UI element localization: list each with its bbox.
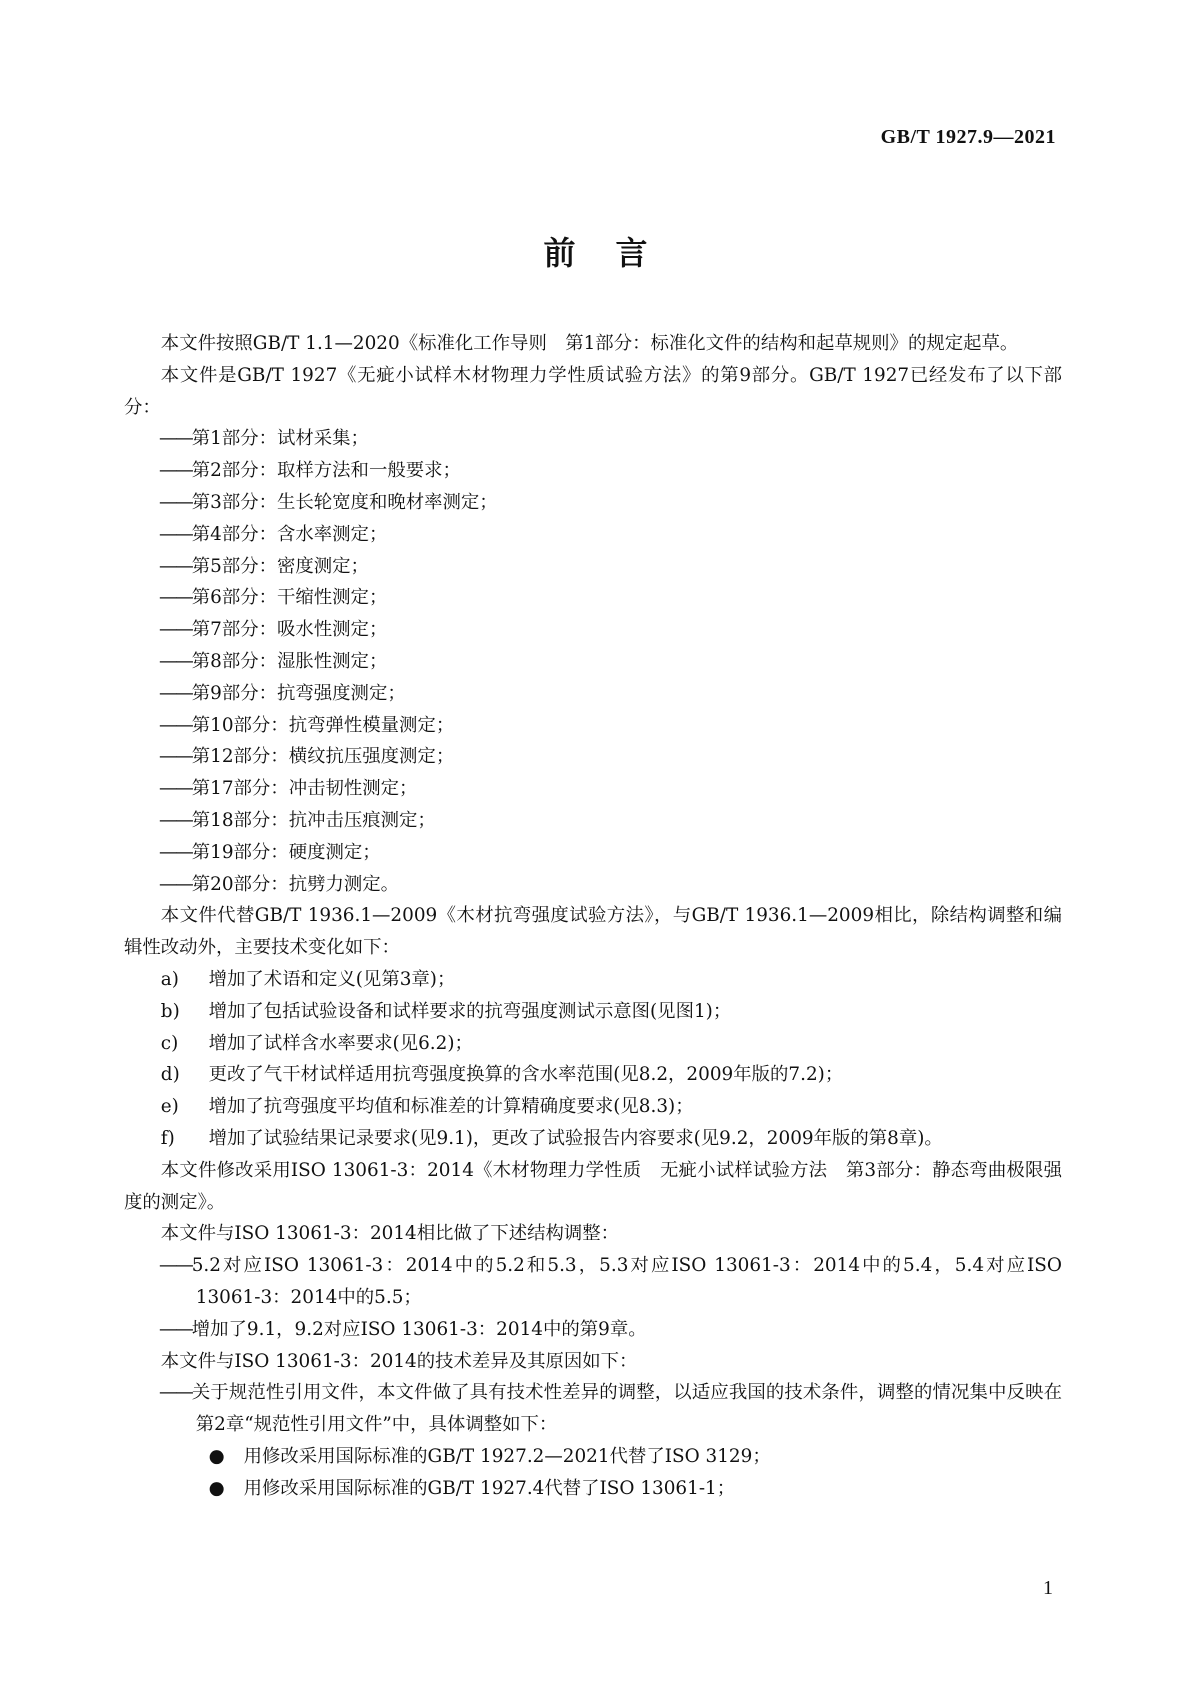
- list-item: ——第4部分：含水率测定；: [158, 523, 388, 545]
- dash-mark: ——: [158, 682, 192, 704]
- dash-mark: ——: [158, 555, 192, 577]
- parts-list: [124, 423, 1062, 900]
- list-item: ——第18部分：抗冲击压痕测定；: [158, 809, 436, 831]
- list-item: a) 增加了术语和定义(见第3章)；: [124, 964, 1062, 996]
- list-item: f) 增加了试验结果记录要求(见9.1)，更改了试验报告内容要求(见9.2，2009年版的第8章)。: [124, 1123, 1062, 1155]
- enum-label: e): [160, 1096, 179, 1118]
- list-item: ——5.2对应ISO 13061-3：2014中的5.2和5.3，5.3对应ISO 13061-3：2014中的5.4，5.4对应ISO 13061-3：2014中的5.5；: [158, 1255, 1062, 1308]
- list-item: ——第9部分：抗弯强度测定；: [158, 682, 406, 704]
- enum-label: c): [160, 1032, 179, 1054]
- list-item: c) 增加了试样含水率要求(见6.2)；: [124, 1028, 1062, 1060]
- document-body: [124, 328, 1062, 1504]
- dash-mark: ——: [158, 460, 192, 482]
- paragraph-differences-intro: 本文件与ISO 13061-3：2014的技术差异及其原因如下：: [160, 1350, 638, 1372]
- dash-mark: ——: [158, 428, 192, 450]
- dash-mark: ——: [158, 841, 192, 863]
- list-item: ——第17部分：冲击韧性测定；: [158, 778, 418, 800]
- list-item: ——第19部分：硬度测定；: [158, 841, 381, 863]
- list-item: ——第10部分：抗弯弹性模量测定；: [158, 714, 455, 736]
- list-item: ● 用修改采用国际标准的GB/T 1927.4代替了ISO 13061-1；: [124, 1473, 1062, 1505]
- list-item: ——第20部分：抗劈力测定。: [158, 873, 400, 895]
- list-item: ——第7部分：吸水性测定；: [158, 619, 388, 641]
- dash-mark: ——: [158, 1255, 192, 1277]
- list-item: ——第1部分：试材采集；: [158, 428, 369, 450]
- bullet-icon: ●: [208, 1445, 225, 1467]
- paragraph-series-intro: 本文件是GB/T 1927《无疵小试样木材物理力学性质试验方法》的第9部分。GB/T 1927已经发布了以下部分：: [124, 364, 1062, 418]
- list-item: ——第6部分：干缩性测定；: [158, 587, 388, 609]
- enum-label: b): [160, 1000, 180, 1022]
- list-item: ——增加了9.1，9.2对应ISO 13061-3：2014中的第9章。: [158, 1318, 647, 1340]
- dash-mark: ——: [158, 1382, 192, 1404]
- dash-mark: ——: [158, 650, 192, 672]
- bullet-list: [124, 1441, 1062, 1505]
- dash-mark: ——: [158, 746, 192, 768]
- page-number: 1: [1043, 1577, 1053, 1599]
- dash-mark: ——: [158, 523, 192, 545]
- list-item: ● 用修改采用国际标准的GB/T 1927.2—2021代替了ISO 3129；: [124, 1441, 1062, 1473]
- dash-mark: ——: [158, 714, 192, 736]
- enum-label: d): [160, 1064, 180, 1086]
- list-item: e) 增加了抗弯强度平均值和标准差的计算精确度要求(见8.3)；: [124, 1091, 1062, 1123]
- changes-list: [124, 964, 1062, 1155]
- dash-mark: ——: [158, 587, 192, 609]
- list-item: ——第8部分：湿胀性测定；: [158, 650, 388, 672]
- paragraph-drafting-rules: 本文件按照GB/T 1.1—2020《标准化工作导则 第1部分：标准化文件的结构和起草规则》的规定起草。: [160, 333, 1019, 354]
- dash-mark: ——: [158, 873, 192, 895]
- list-item: ——第5部分：密度测定；: [158, 555, 369, 577]
- bullet-icon: ●: [208, 1477, 225, 1499]
- dash-mark: ——: [158, 491, 192, 513]
- list-item: ——第12部分：横纹抗压强度测定；: [158, 746, 455, 768]
- paragraph-structure-intro: 本文件与ISO 13061-3：2014相比做了下述结构调整：: [160, 1223, 620, 1245]
- enum-label: a): [160, 968, 179, 990]
- dash-mark: ——: [158, 809, 192, 831]
- standard-number: GB/T 1927.9—2021: [880, 126, 1056, 148]
- dash-mark: ——: [158, 778, 192, 800]
- list-item: ——第2部分：取样方法和一般要求；: [158, 460, 461, 482]
- structure-list: [124, 1250, 1062, 1345]
- list-item: ——第3部分：生长轮宽度和晚材率测定；: [158, 491, 498, 513]
- list-item: b) 增加了包括试验设备和试样要求的抗弯强度测试示意图(见图1)；: [124, 996, 1062, 1028]
- list-item: ——关于规范性引用文件，本文件做了具有技术性差异的调整，以适应我国的技术条件，调整的情况集中反映在第2章“规范性引用文件”中，具体调整如下：: [158, 1382, 1062, 1436]
- dash-mark: ——: [158, 1318, 192, 1340]
- list-item: d) 更改了气干材试样适用抗弯强度换算的含水率范围(见8.2，2009年版的7.2)；: [124, 1059, 1062, 1091]
- page-title: 前言: [543, 234, 688, 272]
- paragraph-replacement: 本文件代替GB/T 1936.1—2009《木材抗弯强度试验方法》，与GB/T 1936.1—2009相比，除结构调整和编辑性改动外，主要技术变化如下：: [124, 905, 1062, 959]
- enum-label: f): [160, 1127, 175, 1149]
- dash-mark: ——: [158, 619, 192, 641]
- paragraph-iso-adoption: 本文件修改采用ISO 13061-3：2014《木材物理力学性质 无疵小试样试验方法 第3部分：静态弯曲极限强度的测定》。: [124, 1159, 1062, 1213]
